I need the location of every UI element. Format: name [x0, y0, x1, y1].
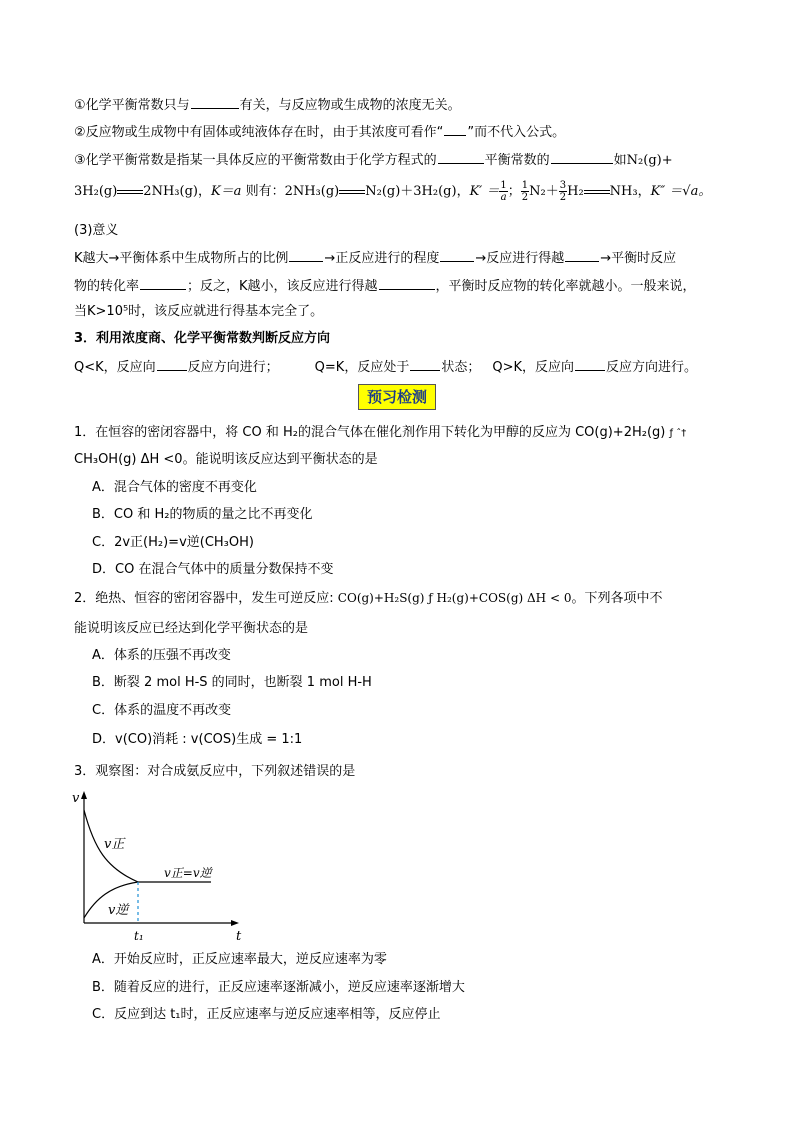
x-axis-arrow-icon — [231, 920, 239, 926]
question-3-stem: 3．观察图：对合成氨反应中，下列叙述错误的是 — [74, 764, 356, 779]
equal-rate-label: v正=v逆 — [164, 866, 212, 880]
y-axis-arrow-icon — [81, 791, 87, 799]
q1-option-c[interactable]: C．2v正(H₂)=v逆(CH₃OH) — [92, 535, 254, 550]
rate-time-graph — [66, 788, 246, 948]
equilibrium-arrow-icon — [584, 187, 610, 197]
t1-label: t₁ — [134, 929, 144, 943]
fill-blank[interactable] — [289, 248, 323, 262]
q1-option-b[interactable]: B．CO 和 H₂的物质的量之比不再变化 — [92, 507, 313, 522]
question-text: 2．绝热、恒容的密闭容器中，发生可逆反应: — [74, 591, 334, 606]
equation-line — [74, 180, 711, 203]
question-text: 1．在恒容的密闭容器中，将 CO 和 H₂的混合气体在催化剂作用下转化为甲醇的反应为 CO(g)+2H₂(g) — [74, 425, 666, 440]
note-text: →正反应进行的程度 — [324, 251, 440, 266]
fill-blank[interactable] — [140, 276, 186, 290]
note-text: Q>K，反应向 — [492, 360, 574, 375]
note-item-2 — [74, 122, 565, 142]
forward-rate-label: v正 — [104, 837, 125, 852]
equation-part: ； — [507, 184, 521, 199]
note-text: →平衡时反应 — [600, 251, 677, 266]
note-text: 物的转化率 — [74, 279, 140, 294]
question-1-stem-cont: CH₃OH(g) ΔH <0。能说明该反应达到平衡状态的是 — [74, 452, 378, 467]
equation-text: 如N₂(g)+ — [613, 153, 673, 168]
equilibrium-symbol-icon: ƒ ˆ† — [669, 428, 687, 439]
meaning-line-3: 当K>10⁵时，该反应就进行得基本完全了。 — [74, 304, 324, 319]
note-text: 平衡常数的 — [484, 153, 550, 168]
q2-option-b[interactable]: B．断裂 2 mol H-S 的同时，也断裂 1 mol H-H — [92, 675, 372, 690]
fraction-numerator: 3 — [559, 180, 567, 191]
fraction-denominator: 2 — [521, 192, 529, 203]
note-item-3 — [74, 150, 673, 170]
quotient-rules — [74, 357, 697, 377]
note-text: Q<K，反应向 — [74, 360, 156, 375]
note-text: 反应方向进行。 — [606, 360, 698, 375]
fill-blank[interactable] — [157, 357, 187, 371]
meaning-heading: (3)意义 — [74, 223, 119, 238]
equation-part: K′ ＝ — [469, 184, 500, 199]
q3-option-a[interactable]: A．开始反应时，正反应速率最大，逆反应速率为零 — [92, 952, 387, 967]
fill-blank[interactable] — [551, 150, 613, 164]
preview-test-banner: 预习检测 — [358, 384, 436, 410]
q2-option-c[interactable]: C．体系的温度不再改变 — [92, 703, 232, 718]
fraction-numerator: 1 — [521, 180, 529, 191]
fraction — [499, 180, 507, 203]
note-text: ①化学平衡常数只与 — [74, 98, 190, 113]
equation-part: N₂＋ — [529, 184, 559, 199]
fill-blank[interactable] — [379, 276, 435, 290]
fill-blank[interactable] — [438, 150, 484, 164]
x-axis-label: t — [236, 929, 242, 944]
fraction-denominator: 2 — [559, 192, 567, 203]
q3-option-b[interactable]: B．随着反应的进行，正反应速率逐渐减小，逆反应速率逐渐增大 — [92, 980, 465, 995]
fill-blank[interactable] — [191, 95, 239, 109]
equilibrium-arrow-icon — [117, 187, 143, 197]
fraction-denominator: a — [500, 192, 507, 203]
note-text: ②反应物或生成物中有固体或纯液体存在时，由于其浓度可看作“ — [74, 125, 444, 140]
question-2-stem — [74, 589, 662, 608]
equation-part: 则有：2NH₃(g) — [241, 184, 340, 199]
y-axis-label: v — [72, 791, 80, 806]
note-text: K越大→平衡体系中生成物所占的比例 — [74, 251, 289, 266]
note-text: 状态； — [441, 360, 481, 375]
note-text: ，平衡时反应物的转化率就越小。一般来说， — [435, 279, 696, 294]
question-1-stem — [74, 424, 686, 443]
question-text: 。下列各项中不 — [571, 591, 663, 606]
reverse-rate-label: v逆 — [108, 903, 129, 918]
q1-option-d[interactable]: D．CO 在混合气体中的质量分数保持不变 — [92, 562, 334, 577]
note-text: →反应进行得越 — [475, 251, 565, 266]
fill-blank[interactable] — [565, 248, 599, 262]
fraction-numerator: 1 — [500, 180, 507, 191]
note-text: ”而不代入公式。 — [467, 125, 566, 140]
fill-blank[interactable] — [575, 357, 605, 371]
note-text: ③化学平衡常数是指某一具体反应的平衡常数由于化学方程式的 — [74, 153, 437, 168]
fill-blank[interactable] — [410, 357, 440, 371]
q3-option-c[interactable]: C．反应到达 t₁时，正反应速率与逆反应速率相等，反应停止 — [92, 1007, 441, 1022]
q2-option-a[interactable]: A．体系的压强不再改变 — [92, 648, 231, 663]
fill-blank[interactable] — [440, 248, 474, 262]
note-text: 有关，与反应物或生成物的浓度无关。 — [239, 98, 461, 113]
equation-part: N₂(g)＋3H₂(g)， — [365, 184, 470, 199]
q1-option-a[interactable]: A．混合气体的密度不再变化 — [92, 480, 257, 495]
fill-blank[interactable] — [444, 122, 466, 136]
equation-part: K″ ＝√a。 — [650, 184, 712, 199]
note-text: Q=K，反应处于 — [314, 360, 410, 375]
equation-part: H₂ — [567, 184, 584, 199]
equation-part: NH₃， — [609, 184, 651, 199]
equilibrium-arrow-icon — [339, 187, 365, 197]
meaning-line-1 — [74, 248, 676, 268]
meaning-line-2 — [74, 276, 696, 296]
equation-part: K＝a — [210, 184, 242, 199]
equation-text: CO(g)+H₂S(g) ƒ H₂(g)+COS(g) ΔH < 0 — [337, 591, 572, 605]
equation-part: 3H₂(g) — [74, 184, 118, 199]
note-text: ；反之，K越小，该反应进行得越 — [187, 279, 378, 294]
fraction — [559, 180, 567, 203]
equation-part: 2NH₃(g)， — [143, 184, 211, 199]
section-3-heading: 3．利用浓度商、化学平衡常数判断反应方向 — [74, 331, 331, 346]
fraction — [521, 180, 529, 203]
question-2-stem-cont: 能说明该反应已经达到化学平衡状态的是 — [74, 621, 309, 636]
note-text: 反应方向进行； — [187, 360, 279, 375]
note-item-1 — [74, 95, 461, 115]
q2-option-d[interactable]: D．v(CO)消耗 : v(COS)生成 = 1:1 — [92, 732, 303, 747]
